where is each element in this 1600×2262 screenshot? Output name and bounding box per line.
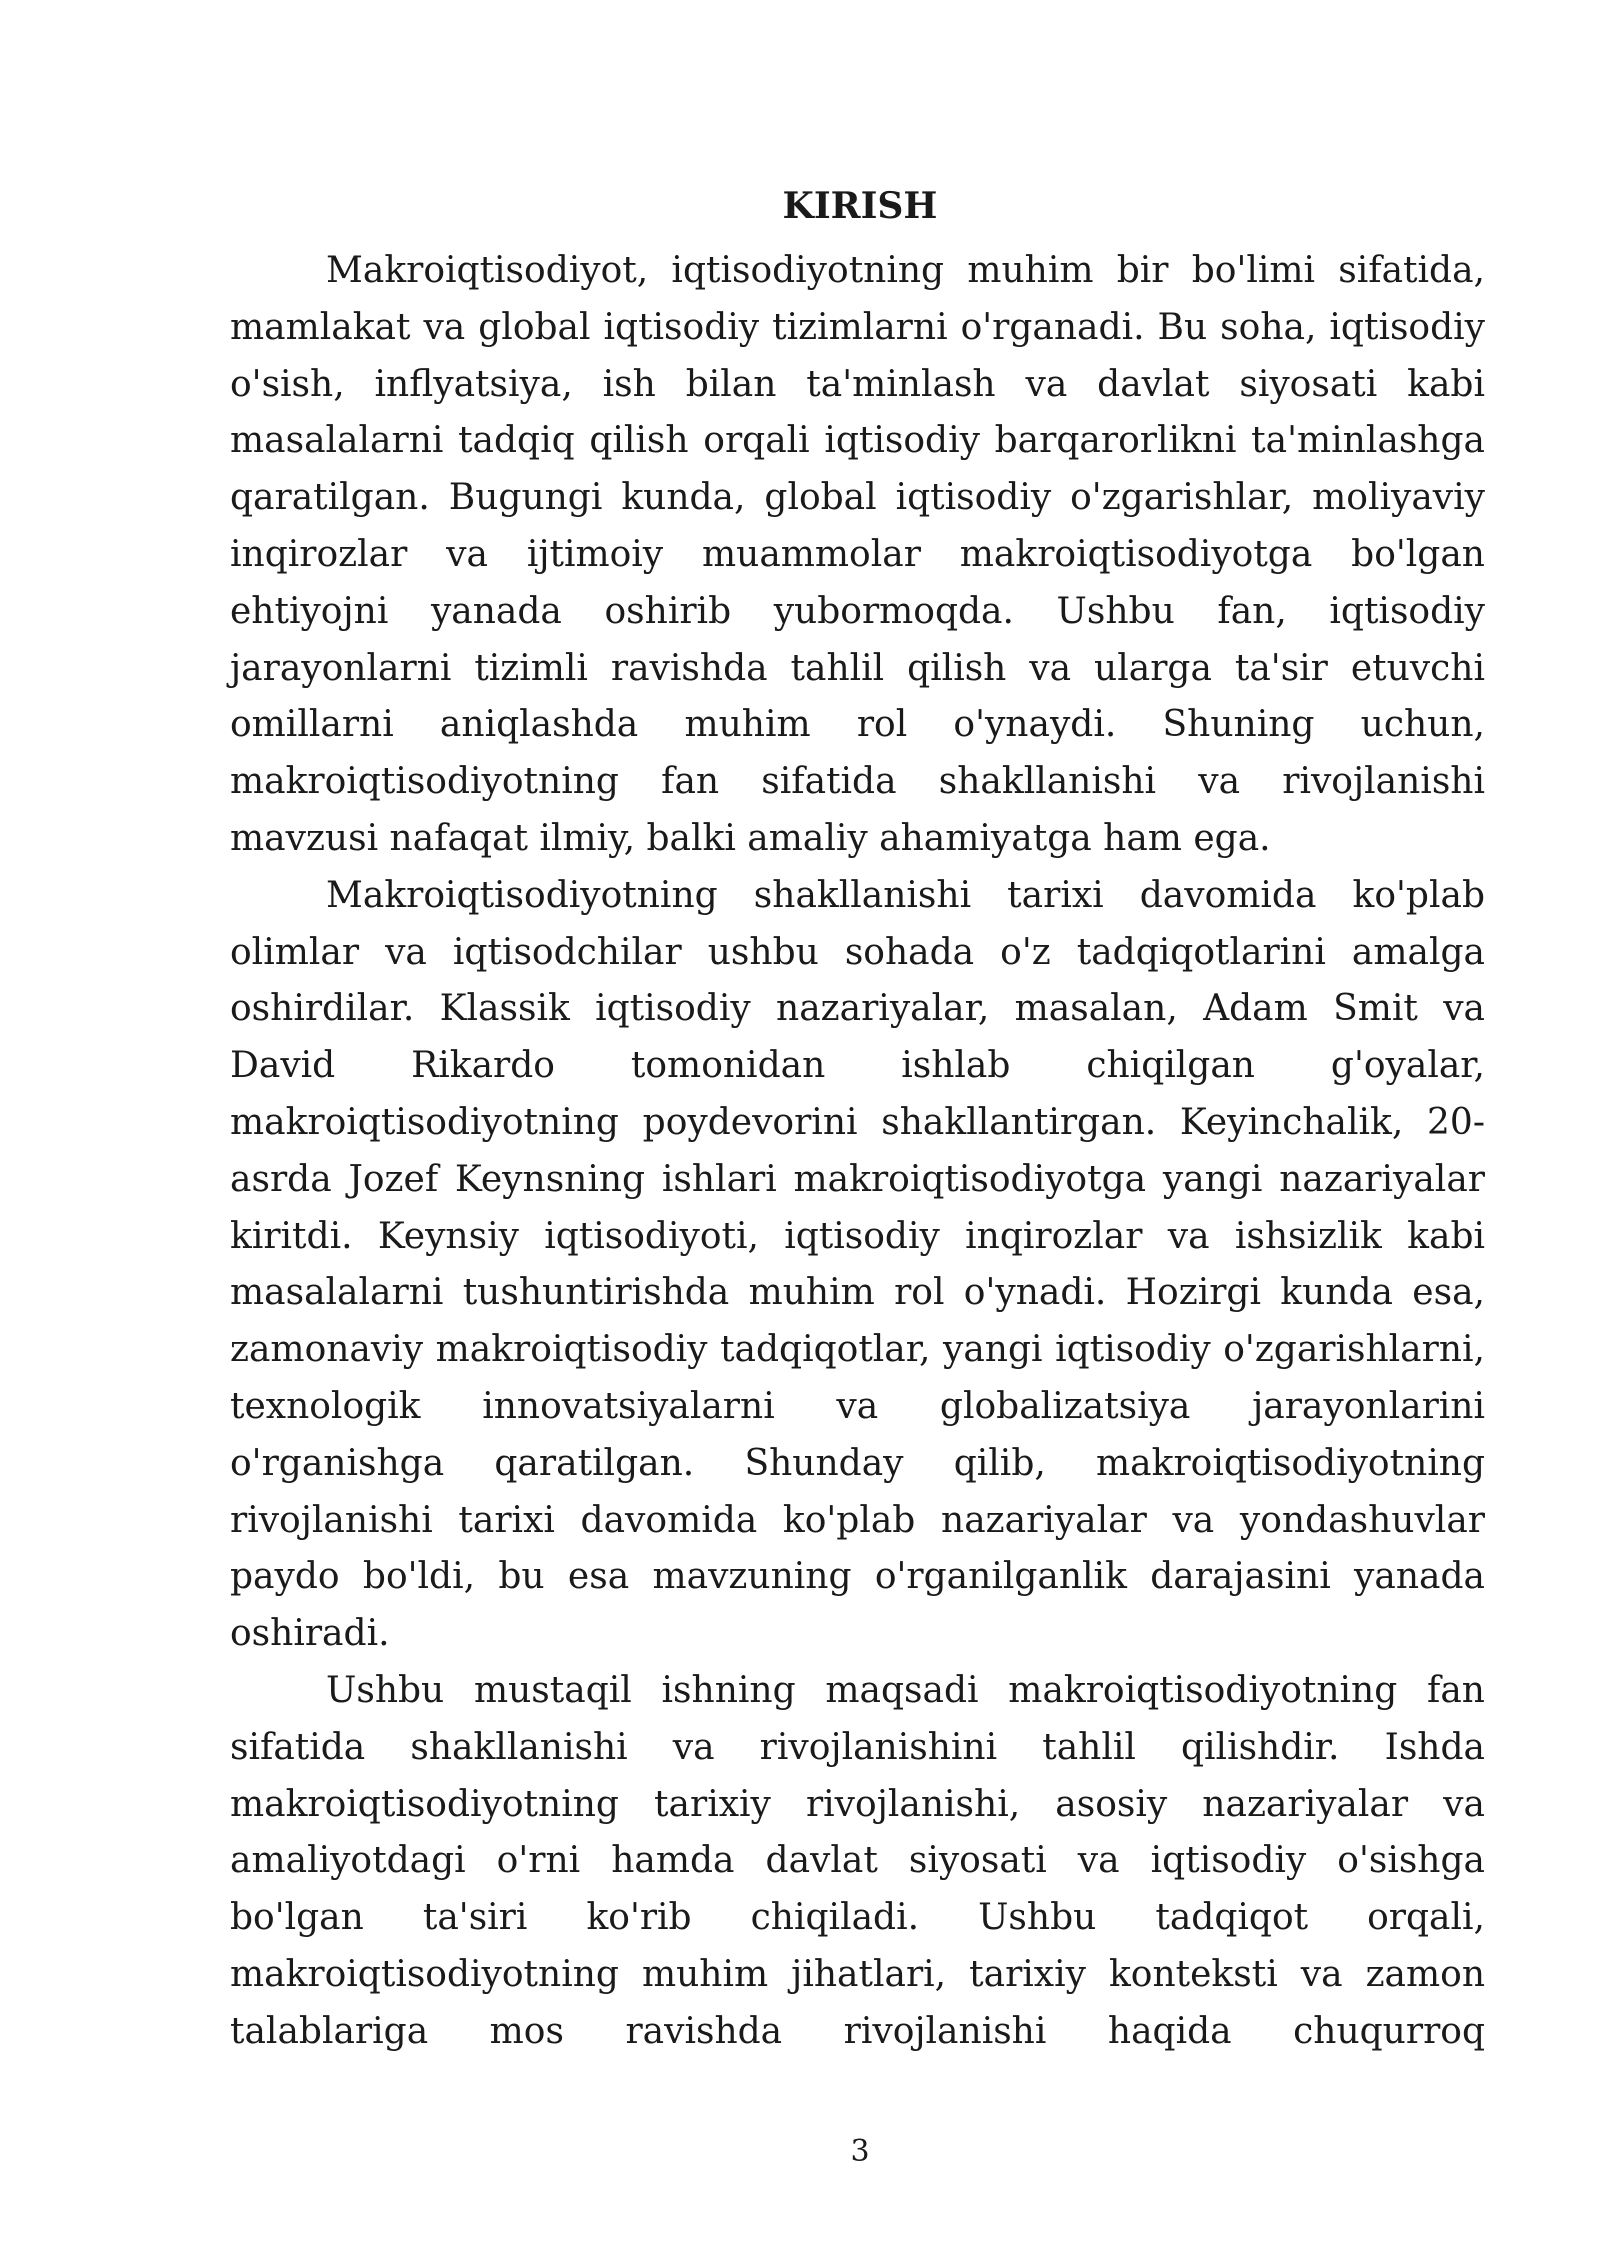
paragraph-intro: Makroiqtisodiyot, iqtisodiyotning muhim bir bo'limi sifatida, mamlakat va global iqtisodiy tizimlarni o'rganadi. Bu soha, iqtisodiy o'sish, inflyatsiya, ish bilan ta'minlash va davlat siyosati kabi masalalarni tadqiq qilish orqali iqtisodiy barqarorlikni ta'minlashga qaratilgan. Bugungi kunda, global iqtisodiy o'zgarishlar, moliyaviy inqirozlar va ijtimoiy muammolar makroiqtisodiyotga bo'lgan ehtiyojni yanada oshirib yubormoqda. Ushbu fan, iqtisodiy jarayonlarni tizimli ravishda tahlil qilish va ularga ta'sir etuvchi omillarni aniqlashda muhim rol o'ynaydi. Shuning uchun, makroiqtisodiyotning fan sifatida shakllanishi va rivojlanishi mavzusi nafaqat ilmiy, balki amaliy ahamiyatga ham ega. [230, 250, 1485, 859]
paragraph-history: Makroiqtisodiyotning shakllanishi tarixi davomida ko'plab olimlar va iqtisodchilar ushbu sohada o'z tadqiqotlarini amalga oshirdilar. Klassik iqtisodiy nazariyalar, masalan, Adam Smit va David Rikardo tomonidan ishlab chiqilgan g'oyalar, makroiqtisodiyotning poydevorini shakllantirgan. Keyinchalik, 20-asrda Jozef Keynsning ishlari makroiqtisodiyotga yangi nazariyalar kiritdi. Keynsiy iqtisodiyoti, iqtisodiy inqirozlar va ishsizlik kabi masalalarni tushuntirishda muhim rol o'ynadi. Hozirgi kunda esa, zamonaviy makroiqtisodiy tadqiqotlar, yangi iqtisodiy o'zgarishlarni, texnologik innovatsiyalarni va globalizatsiya jarayonlarini o'rganishga qaratilgan. Shunday qilib, makroiqtisodiyotning rivojlanishi tarixi davomida ko'plab nazariyalar va yondashuvlar paydo bo'ldi, bu esa mavzuning o'rganilganlik darajasini yanada oshiradi. [230, 874, 1485, 1655]
page-number: 3 [850, 2134, 870, 2169]
paragraph-goal: Ushbu mustaqil ishning maqsadi makroiqtisodiyotning fan sifatida shakllanishi va rivojlanishini tahlil qilishdir. Ishda makroiqtisodiyotning tarixiy rivojlanishi, asosiy nazariyalar va amaliyotdagi o'rni hamda davlat siyosati va iqtisodiy o'sishga bo'lgan ta'siri ko'rib chiqiladi. Ushbu tadqiqot orqali, makroiqtisodiyotning muhim jihatlari, tarixiy konteksti va zamon talablariga mos ravishda rivojlanishi haqida chuqurroq [230, 1669, 1485, 2052]
body-text [230, 243, 1485, 2061]
section-heading: KIRISH [782, 185, 938, 228]
